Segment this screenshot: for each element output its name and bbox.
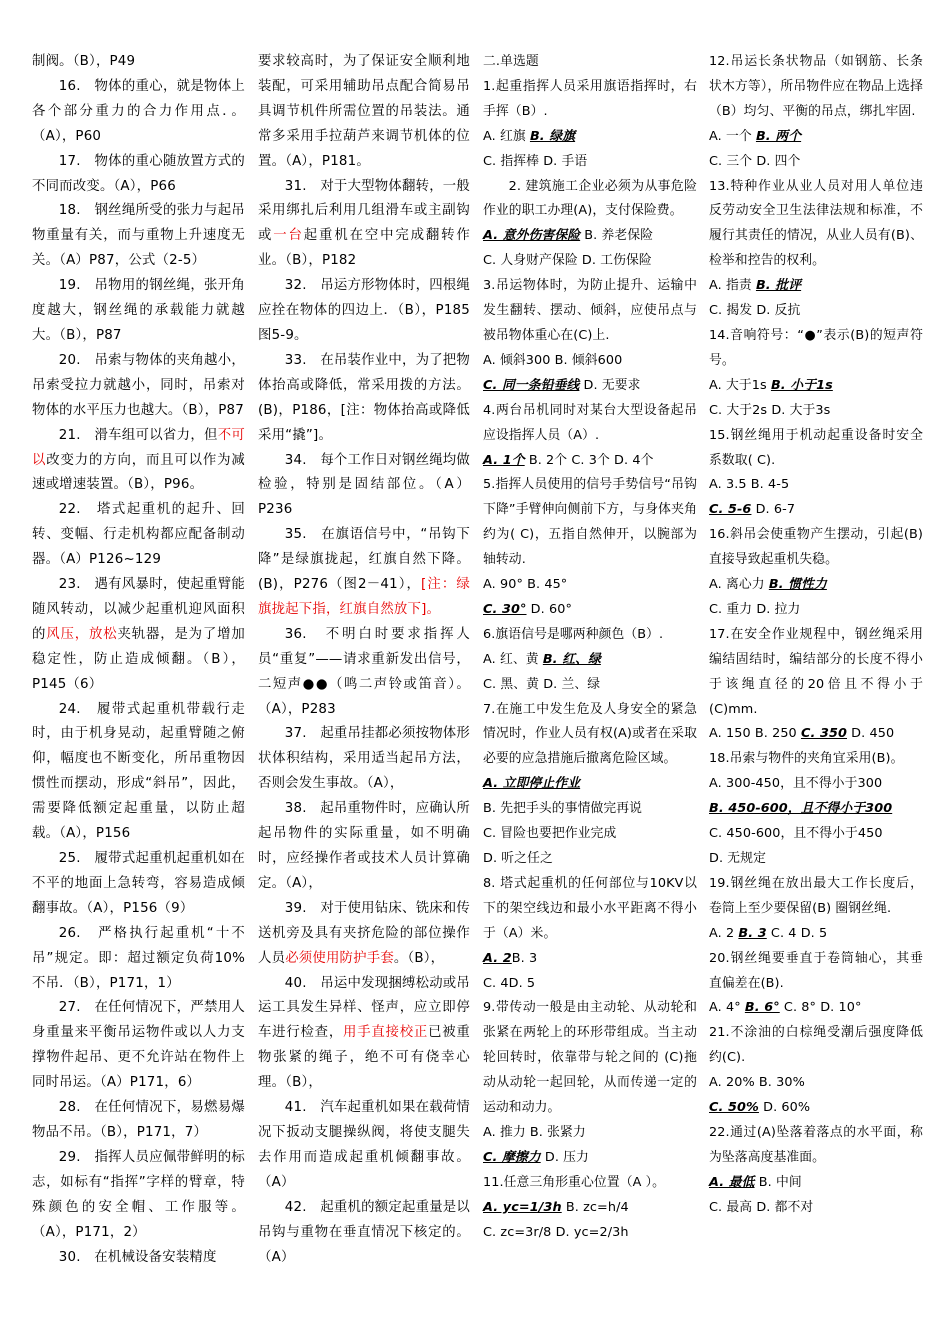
answer-key: B. 红、绿 <box>542 651 601 667</box>
options: C. 重力 D. 拉力 <box>709 601 801 617</box>
paragraph: 28. 在任何情况下，易燃易爆物品不吊。（B），P171，7） <box>32 1100 245 1140</box>
options: C. 指挥棒 D. 手语 <box>483 153 588 169</box>
answer-key: B. 450-600，且不得小于300 <box>709 801 893 817</box>
paragraph: 40. 吊运中发现捆缚松动或吊运工具发生异样、怪声，应立即停车进行检查，用手直接校正已被重物张紧的绳子，绝不可有侥幸心理。（B）， <box>258 975 470 1091</box>
options: A. 最低 B. 中间 <box>709 1174 802 1190</box>
options: A. 300-450，且不得小于300 <box>709 776 883 792</box>
question: 22.通过(A)坠落着落点的水平面，称为坠落高度基准面。 <box>709 1124 923 1165</box>
question: 16.斜吊会使重物产生摆动，引起(B) 直接导致起重机失稳。 <box>709 527 923 568</box>
options: C. 450-600，且不得小于450 <box>709 826 883 842</box>
options: A. 指责 B. 批评 <box>709 278 802 294</box>
options: C. 4D. 5 <box>483 975 536 991</box>
question: 6.旗语信号是哪两种颜色（B）. <box>483 626 664 642</box>
question: 21.不涂油的白棕绳受潮后强度降低约(C). <box>709 1025 923 1066</box>
options: C. 黑、黄 D. 兰、绿 <box>483 676 601 692</box>
options: A. 150 B. 250 C. 350 D. 450 <box>709 726 895 742</box>
options: A. 3.5 B. 4-5 <box>709 477 790 493</box>
options: A. 2B. 3 <box>483 950 538 966</box>
paragraph: 16. 物体的重心，就是物体上各个部分重力的合力作用点．。（A），P60 <box>32 78 245 144</box>
question: 11.任意三角形重心位置（A ）。 <box>483 1174 666 1190</box>
options: A. 大于1s B. 小于1s <box>709 377 833 393</box>
options <box>483 772 697 797</box>
options <box>709 797 923 822</box>
question: 2. 建筑施工企业必须为从事危险作业的职工办理(A)，支付保险费。 <box>483 178 697 219</box>
options: D. 听之任之 <box>483 851 553 866</box>
options: C. 同一条铅垂线 D. 无要求 <box>483 377 641 393</box>
answer-key: C. 30° <box>483 601 527 617</box>
answer-key: A. 立即停止作业 <box>483 776 581 792</box>
options: A. 2 B. 3 C. 4 D. 5 <box>709 925 828 941</box>
paragraph: 35. 在旗语信号中，“吊钩下降”是绿旗拢起，红旗自然下降。(B)，P276（图2－41），[注：绿旗拢起下指，红旗自然放下]。 <box>258 527 471 617</box>
paragraph: 36. 不明白时要求指挥人员“重复”——请求重新发出信号，二短声●●（鸣二声铃或笛音）。（A），P283 <box>258 626 470 717</box>
options: A. 红、黄 B. 红、绿 <box>483 651 601 667</box>
paragraph: 29. 指挥人员应佩带鲜明的标志，如标有“指挥”字样的臂章，特殊颜色的安全帽、工作服等。（A），P171，2） <box>32 1149 245 1240</box>
options: A. 离心力 B. 惯性力 <box>709 577 827 593</box>
answer-key: A. 1个 <box>483 452 525 468</box>
paragraph: 20. 吊索与物体的夹角越小，吊索受拉力就越小，同时，吊索对物体的水平压力也越大。（B），P87 <box>32 352 245 418</box>
section-heading: 二.单选题 <box>483 54 539 69</box>
answer-key: C. 50% <box>709 1100 759 1116</box>
options: C. 30° D. 60° <box>483 601 572 617</box>
paragraph: 32. 吊运方形物体时，四根绳应拴在物体的四边上．（B），P185图5-9。 <box>258 278 470 343</box>
highlight-red: [注：绿旗拢起下指，红旗自然放下]。 <box>258 577 471 617</box>
answer-key: C. 350 <box>800 726 847 742</box>
column-4 <box>709 50 923 1221</box>
answer-key: B. 绿旗 <box>529 128 576 144</box>
question: 5.指挥人员使用的信号手势信号“吊钩下降”手臂伸向侧前下方，与身体夹角约为( C)，五指自然伸开，以腕部为轴转动. <box>483 477 697 568</box>
question: 1.起重指挥人员采用旗语指挥时，右手挥（B）. <box>483 78 697 119</box>
paragraph: 38. 起吊重物件时，应确认所起吊物件的实际重量，如不明确时，应经操作者或技术人员计算确定。（A）， <box>258 801 470 891</box>
answer-key: B. 惯性力 <box>768 577 827 593</box>
options: A. 20% B. 30% <box>709 1075 805 1091</box>
options: C. 大于2s D. 大于3s <box>709 402 831 418</box>
paragraph: 24. 履带式起重机带载行走时，由于机身晃动，起重臂随之俯仰，幅度也不断变化，所吊重物因惯性而摆动，形成“斜吊”，因此，需要降低额定起重量，以防止超载。（A），P156 <box>32 701 245 842</box>
answer-key: C. 同一条铅垂线 <box>483 377 580 393</box>
paragraph: 30. 在机械设备安装精度 <box>58 1249 217 1265</box>
paragraph: 19. 吊物用的钢丝绳，张开角度越大，钢丝绳的承载能力就越大。（B），P87 <box>32 278 245 343</box>
options: D. 无规定 <box>709 851 766 866</box>
question: 17.在安全作业规程中，钢丝绳采用编结固结时，编结部分的长度不得小于该绳直径的20倍且不得小于(C)mm. <box>709 626 923 717</box>
question: 18.吊索与物件的夹角宜采用(B)。 <box>709 751 904 767</box>
highlight-red: 一台 <box>273 228 304 244</box>
options: A. 4° B. 6° C. 8° D. 10° <box>709 1000 862 1016</box>
options: C. 冒险也要把作业完成 <box>483 826 617 842</box>
paragraph: 31. 对于大型物体翻转，一般采用绑扎后利用几组滑车或主副钩或一台起重机在空中完成翻转作业。（B），P182 <box>258 178 470 269</box>
paragraph: 39. 对于使用钻床、铣床和传送机旁及具有夹挤危险的部位操作人员必须使用防护手套。（B）， <box>258 900 470 966</box>
options: A. 90° B. 45° <box>483 577 568 593</box>
options: A. 1个 B. 2个 C. 3个 D. 4个 <box>483 452 654 468</box>
paragraph: 42. 起重机的额定起重量是以吊钩与重物在垂直情况下核定的。（A） <box>258 1199 470 1265</box>
paragraph: 21. 滑车组可以省力，但不可以改变力的方向，而且可以作为减速或增速装置。（B），P96。 <box>32 427 245 493</box>
paragraph: 41. 汽车起重机如果在载荷情况下扳动支腿操纵阀，将使支腿失去作用而造成起重机倾翻事故。（A） <box>258 1100 470 1190</box>
paragraph: 17. 物体的重心随放置方式的不同而改变。（A），P66 <box>32 153 245 194</box>
column-1 <box>32 50 245 1270</box>
options: A. 一个 B. 两个 <box>709 128 802 144</box>
options: A. 红旗 B. 绿旗 <box>483 128 576 144</box>
answer-key: A. 最低 <box>709 1174 755 1190</box>
options: B. 先把手头的事情做完再说 <box>483 801 643 817</box>
question: 4.两台吊机同时对某台大型设备起吊应设指挥人员（A）. <box>483 402 697 443</box>
options: A. yc=1/3h B. zc=h/4 <box>483 1199 629 1215</box>
question: 8. 塔式起重机的任何部位与10KV以下的架空线边和最小水平距离不得小于（A）米。 <box>483 875 697 941</box>
options: C. 揭发 D. 反抗 <box>709 303 801 319</box>
question: 13.特种作业从业人员对用人单位违反劳动安全卫生法律法规和标准，不履行其责任的情况，从业人员有(B)、检举和控告的权利。 <box>709 178 923 269</box>
options: C. 摩擦力 D. 压力 <box>483 1149 589 1165</box>
paragraph: 34. 每个工作日对钢丝绳均做检验，特别是固结部位。（A）P236 <box>258 452 470 518</box>
options: C. 5-6 D. 6-7 <box>709 502 796 518</box>
options: C. 最高 D. 都不对 <box>709 1199 814 1215</box>
options: A. 意外伤害保险 B. 养老保险 <box>483 228 654 244</box>
options: A. 推力 B. 张紧力 <box>483 1124 586 1140</box>
answer-key: A. yc=1/3h <box>483 1199 562 1215</box>
paragraph: 要求较高时，为了保证安全顺利地装配，可采用辅助吊点配合简易吊具调节机件所需位置的吊装法。通常多采用手拉葫芦来调节机体的位置。（A），P181。 <box>258 54 470 169</box>
answer-key: B. 批评 <box>755 278 802 294</box>
paragraph: 制阀。（B），P49 <box>32 54 136 69</box>
answer-key: A. 意外伤害保险 <box>483 228 581 244</box>
highlight-red: 用手直接校正 <box>343 1025 429 1041</box>
answer-key: B. 6° <box>744 1000 780 1016</box>
options: C. 三个 D. 四个 <box>709 153 801 169</box>
answer-key: B. 两个 <box>755 128 802 144</box>
question: 14.音响符号：“●”表示(B)的短声符号。 <box>709 327 923 368</box>
options: C. zc=3r/8 D. yc=2/3h <box>483 1224 629 1240</box>
options: A. 倾斜300 B. 倾斜600 <box>483 352 623 368</box>
highlight-red: 风压，放松 <box>46 626 118 642</box>
question: 15.钢丝绳用于机动起重设备时安全系数取( C). <box>709 427 923 468</box>
paragraph: 22. 塔式起重机的起升、回转、变幅、行走机构都应配备制动器。（A）P126~129 <box>32 502 245 568</box>
question: 12.吊运长条状物品（如钢筋、长条状木方等），所吊物件应在物品上选择（B）均匀、平衡的吊点，绑扎牢固. <box>709 54 923 119</box>
column-3 <box>483 50 697 1246</box>
highlight-red: 不可以 <box>32 427 245 468</box>
answer-key: B. 3 <box>738 925 767 941</box>
paragraph: 26. 严格执行起重机“十不吊”规定。即：超过额定负荷10%不吊．（B），P171，1） <box>32 925 245 991</box>
question: 20.钢丝绳要垂直于卷筒轴心，其垂直偏差在(B). <box>709 950 923 991</box>
options: C. 人身财产保险 D. 工伤保险 <box>483 253 652 269</box>
answer-key: A. 2 <box>483 950 512 966</box>
paragraph: 33. 在吊装作业中，为了把物体抬高或降低，常采用拨的方法。(B)，P186，[注：物体抬高或降低采用“撬”]。 <box>258 352 470 443</box>
question: 9.带传动一般是由主动轮、从动轮和张紧在两轮上的环形带组成。当主动轮回转时，依靠带与轮之间的 (C)拖动从动轮一起回轮，从而传递一定的运动和动力。 <box>483 1000 697 1116</box>
question: 19.钢丝绳在放出最大工作长度后，卷筒上至少要保留(B) 圈钢丝绳. <box>709 875 923 916</box>
answer-key: C. 摩擦力 <box>483 1149 541 1165</box>
paragraph: 25. 履带式起重机起重机如在不平的地面上急转弯，容易造成倾翻事故。（A），P156（9） <box>32 851 245 916</box>
paragraph: 18. 钢丝绳所受的张力与起吊物重量有关，而与重物上升速度无关。（A）P87，公式（2-5） <box>32 203 245 269</box>
question: 3.吊运物体时，为防止提升、运输中发生翻转、摆动、倾斜，应使吊点与被吊物体重心在(C)上. <box>483 278 697 343</box>
question: 7.在施工中发生危及人身安全的紧急情况时，作业人员有权(A)或者在采取必要的应急措施后撤离危险区域。 <box>483 701 697 767</box>
answer-key: C. 5-6 <box>709 502 752 518</box>
paragraph: 27. 在任何情况下，严禁用人身重量来平衡吊运物件或以人力支撑物件起吊、更不允许站在物件上同时吊运。（A）P171，6） <box>32 1000 245 1091</box>
answer-key: B. 小于1s <box>770 377 833 393</box>
paragraph: 23. 遇有风暴时，使起重臂能随风转动，以减少起重机迎风面积的风压，放松夹轨器，是为了增加稳定性，防止造成倾翻。（B），P145（6） <box>32 577 245 692</box>
column-2 <box>258 50 470 1270</box>
options: C. 50% D. 60% <box>709 1100 811 1116</box>
paragraph: 37. 起重吊挂都必须按物体形状体积结构，采用适当起吊方法，否则会发生事故。（A）， <box>258 726 470 792</box>
highlight-red: 必须使用防护手套 <box>285 950 394 966</box>
